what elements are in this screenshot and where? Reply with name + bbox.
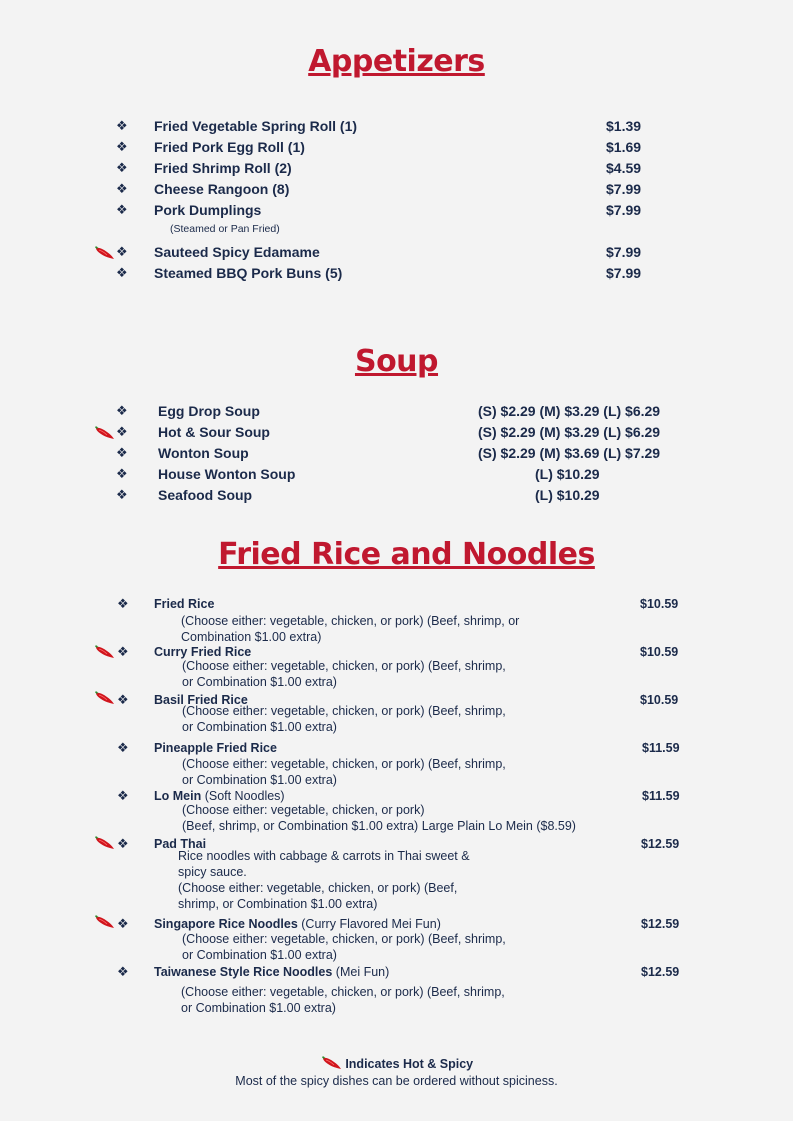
item-desc: Combination $1.00 extra)	[181, 630, 322, 644]
item-desc: (Choose either: vegetable, chicken, or pork) (Beef, shrimp,	[181, 985, 505, 999]
chili-pepper-icon	[93, 246, 115, 260]
item-desc: (Choose either: vegetable, chicken, or pork) (Beef, shrimp,	[182, 757, 506, 771]
item-price: $12.59	[641, 965, 680, 979]
legend-text: Indicates Hot & Spicy	[345, 1057, 474, 1071]
diamond-bullet-icon: ❖	[116, 466, 128, 481]
item-name: Pork Dumplings	[154, 202, 262, 218]
item-price: $7.99	[606, 244, 642, 260]
soup-title: Soup	[354, 344, 439, 379]
item-name: Lo Mein (Soft Noodles)	[154, 789, 285, 803]
diamond-bullet-icon: ❖	[117, 596, 129, 611]
chili-pepper-icon	[93, 915, 115, 929]
diamond-bullet-icon: ❖	[117, 644, 129, 659]
diamond-bullet-icon: ❖	[116, 160, 128, 175]
diamond-bullet-icon: ❖	[116, 181, 128, 196]
diamond-bullet-icon: ❖	[117, 692, 129, 707]
diamond-bullet-icon: ❖	[116, 403, 128, 418]
item-desc: or Combination $1.00 extra)	[182, 720, 337, 734]
diamond-bullet-icon: ❖	[117, 916, 129, 931]
item-price: (S) $2.29 (M) $3.69 (L) $7.29	[478, 445, 661, 461]
item-name: Fried Vegetable Spring Roll (1)	[154, 118, 358, 134]
item-price: $10.59	[640, 597, 679, 611]
item-name: Cheese Rangoon (8)	[154, 181, 290, 197]
item-desc: (Choose either: vegetable, chicken, or pork) (Beef, shrimp, or	[181, 614, 520, 628]
item-name: Wonton Soup	[158, 445, 249, 461]
chili-pepper-icon	[93, 836, 115, 850]
diamond-bullet-icon: ❖	[116, 139, 128, 154]
chili-pepper-icon	[93, 691, 115, 705]
item-desc: or Combination $1.00 extra)	[182, 948, 337, 962]
item-price: (S) $2.29 (M) $3.29 (L) $6.29	[478, 403, 661, 419]
item-price: $1.69	[606, 139, 642, 155]
item-name: Taiwanese Style Rice Noodles (Mei Fun)	[154, 965, 390, 979]
item-name: Fried Pork Egg Roll (1)	[154, 139, 305, 155]
diamond-bullet-icon: ❖	[116, 445, 128, 460]
diamond-bullet-icon: ❖	[116, 118, 128, 133]
chili-pepper-icon	[93, 426, 115, 440]
diamond-bullet-icon: ❖	[117, 964, 129, 979]
item-price: $10.59	[640, 645, 679, 659]
item-desc: (Beef, shrimp, or Combination $1.00 extra) Large Plain Lo Mein ($8.59)	[182, 819, 576, 833]
item-price: $7.99	[606, 202, 642, 218]
item-desc: (Choose either: vegetable, chicken, or pork) (Beef, shrimp,	[182, 659, 506, 673]
item-desc: or Combination $1.00 extra)	[182, 675, 337, 689]
item-price: (S) $2.29 (M) $3.29 (L) $6.29	[478, 424, 661, 440]
item-note: (Steamed or Pan Fried)	[170, 223, 280, 235]
diamond-bullet-icon: ❖	[116, 487, 128, 502]
item-desc: (Choose either: vegetable, chicken, or pork) (Beef, shrimp,	[182, 932, 506, 946]
item-name: Curry Fried Rice	[154, 645, 252, 659]
item-name: Pineapple Fried Rice	[154, 741, 277, 755]
item-desc: spicy sauce.	[178, 865, 247, 879]
item-desc: (Choose either: vegetable, chicken, or pork) (Beef,	[178, 881, 458, 895]
item-name: House Wonton Soup	[158, 466, 296, 482]
item-name: Pad Thai	[154, 837, 207, 851]
item-desc: or Combination $1.00 extra)	[182, 773, 337, 787]
diamond-bullet-icon: ❖	[117, 740, 129, 755]
diamond-bullet-icon: ❖	[116, 202, 128, 217]
diamond-bullet-icon: ❖	[117, 788, 129, 803]
item-desc: or Combination $1.00 extra)	[181, 1001, 336, 1015]
item-desc: (Choose either: vegetable, chicken, or pork)	[182, 803, 425, 817]
item-price: (L) $10.29	[535, 487, 600, 503]
item-price: $11.59	[642, 789, 680, 803]
item-price: $4.59	[606, 160, 642, 176]
item-name: Basil Fried Rice	[154, 693, 248, 707]
chili-pepper-icon	[320, 1056, 342, 1070]
item-name: Seafood Soup	[158, 487, 253, 503]
item-name: Egg Drop Soup	[158, 403, 260, 419]
diamond-bullet-icon: ❖	[116, 244, 128, 259]
item-price: $12.59	[641, 837, 680, 851]
item-price: $1.39	[606, 118, 642, 134]
item-desc: Rice noodles with cabbage & carrots in Thai sweet &	[178, 849, 470, 863]
item-name: Sauteed Spicy Edamame	[154, 244, 320, 260]
item-name: Fried Shrimp Roll (2)	[154, 160, 292, 176]
diamond-bullet-icon: ❖	[116, 265, 128, 280]
item-name: Singapore Rice Noodles (Curry Flavored Mei Fun)	[154, 917, 441, 931]
item-name: Steamed BBQ Pork Buns (5)	[154, 265, 343, 281]
item-price: $10.59	[640, 693, 679, 707]
fried-rice-title: Fried Rice and Noodles	[218, 537, 595, 572]
item-name: Hot & Sour Soup	[158, 424, 270, 440]
item-price: $7.99	[606, 181, 642, 197]
spicy-legend	[0, 1056, 793, 1073]
item-price: $7.99	[606, 265, 642, 281]
item-desc: shrimp, or Combination $1.00 extra)	[178, 897, 378, 911]
diamond-bullet-icon: ❖	[117, 836, 129, 851]
appetizers-title: Appetizers	[308, 44, 485, 79]
item-price: (L) $10.29	[535, 466, 600, 482]
spicy-note: Most of the spicy dishes can be ordered without spiciness.	[235, 1074, 558, 1088]
item-price: $12.59	[641, 917, 680, 931]
item-desc: (Choose either: vegetable, chicken, or pork) (Beef, shrimp,	[182, 704, 506, 718]
item-name: Fried Rice	[154, 597, 215, 611]
item-price: $11.59	[642, 741, 680, 755]
chili-pepper-icon	[93, 645, 115, 659]
diamond-bullet-icon: ❖	[116, 424, 128, 439]
